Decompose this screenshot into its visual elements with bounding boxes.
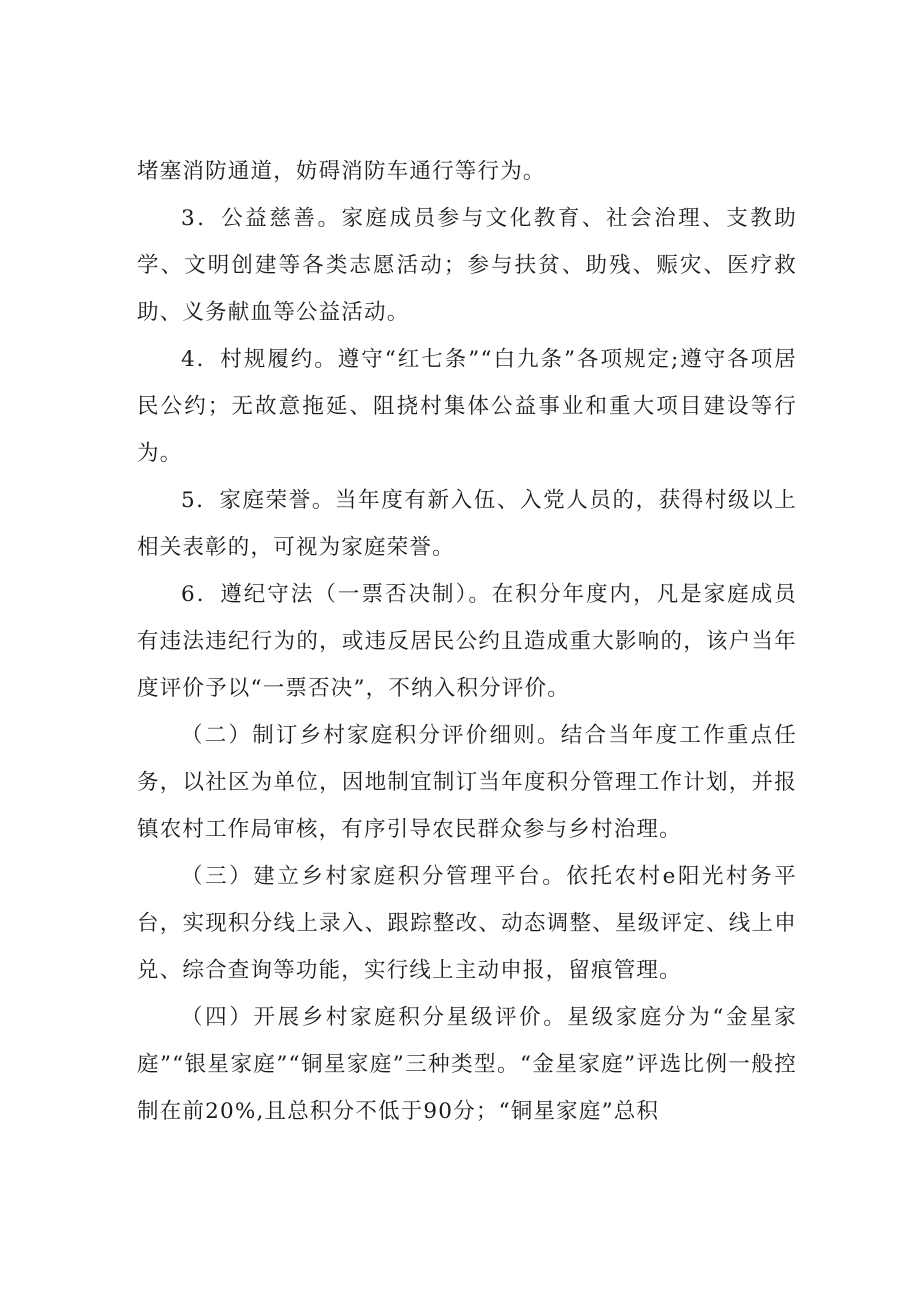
paragraph-section-2: （二）制订乡村家庭积分评价细则。结合当年度工作重点任务，以社区为单位，因地制宜制订当年度积分管理工作计划，并报镇农村工作局审核，有序引导农民群众参与乡村治理。 [137, 723, 797, 842]
paragraph-continuation: 堵塞消防通道，妨碍消防车通行等行为。 [137, 159, 546, 184]
paragraph-public-welfare: 3．公益慈善。家庭成员参与文化教育、社会治理、支教助学、文明创建等各类志愿活动；参与扶贫、助残、赈灾、医疗救助、义务献血等公益活动。 [137, 206, 797, 325]
paragraph-law-abiding: 6．遵纪守法（一票否决制）。在积分年度内，凡是家庭成员有违法违纪行为的，或违反居民公约且造成重大影响的，该户当年度评价予以“一票否决”，不纳入积分评价。 [137, 582, 797, 701]
paragraph-family-honor: 5．家庭荣誉。当年度有新入伍、入党人员的，获得村级以上相关表彰的，可视为家庭荣誉。 [137, 488, 797, 560]
paragraph-section-3: （三）建立乡村家庭积分管理平台。依托农村e阳光村务平台，实现积分线上录入、跟踪整改、动态调整、星级评定、线上申兑、综合查询等功能，实行线上主动申报，留痕管理。 [137, 864, 797, 983]
paragraph-village-rules: 4．村规履约。遵守“红七条”“白九条”各项规定;遵守各项居民公约；无故意拖延、阻挠村集体公益事业和重大项目建设等行为。 [137, 347, 797, 466]
paragraph-section-4: （四）开展乡村家庭积分星级评价。星级家庭分为“金星家庭”“银星家庭”“铜星家庭”三种类型。“金星家庭”评选比例一般控制在前20%,且总积分不低于90分；“铜星家庭”总积 [137, 1005, 797, 1124]
document-body [137, 148, 797, 1135]
